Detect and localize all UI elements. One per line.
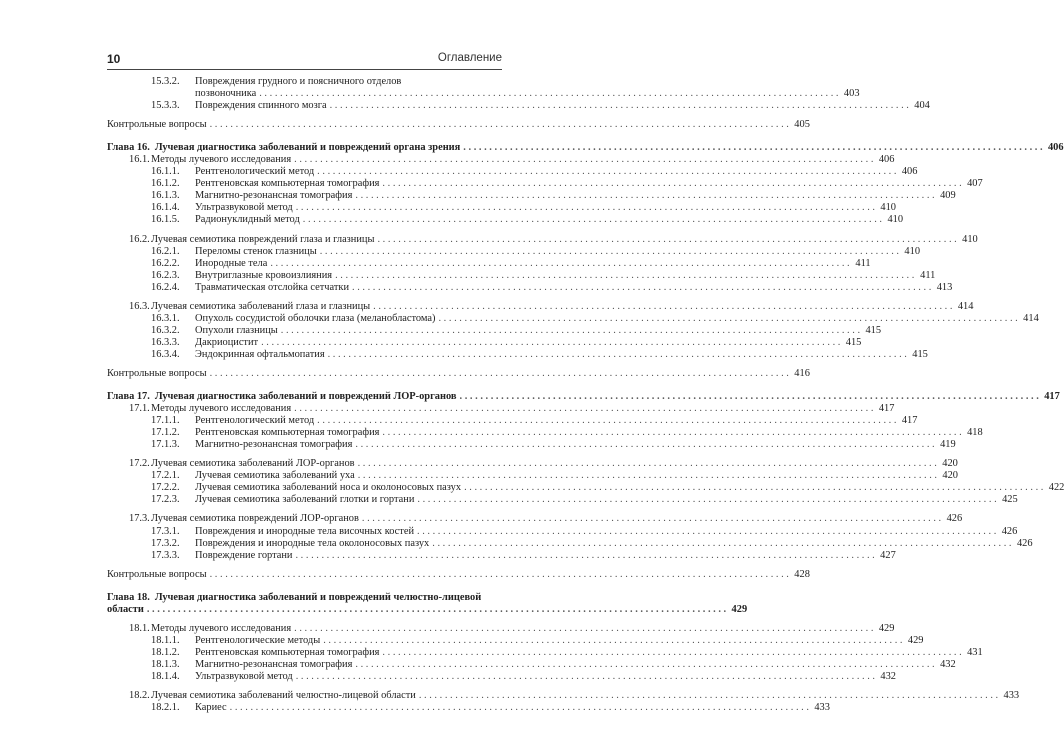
page-number: 10 xyxy=(107,52,121,66)
toc-entry xyxy=(107,300,974,313)
toc-entry xyxy=(107,646,983,659)
dot-leader xyxy=(460,391,1039,403)
dot-leader xyxy=(377,234,956,246)
toc-entry-number: 16.1.3. xyxy=(151,190,180,202)
toc-entry xyxy=(107,458,958,470)
toc-entry-title: Лучевая семиотика повреждений ЛОР-органов xyxy=(151,513,359,525)
toc-entry-page: 417 xyxy=(878,403,895,415)
toc-entry xyxy=(107,549,896,562)
toc-entry-title: Лучевая семиотика заболеваний носа и околоносовых пазух xyxy=(195,482,462,494)
toc-entry-page: 420 xyxy=(942,470,958,482)
dot-leader xyxy=(352,282,931,294)
toc-entry-title: Рентгенологический метод xyxy=(195,166,315,178)
toc-entry-title: Рентгенологические методы xyxy=(195,634,321,646)
toc-entry-page: 433 xyxy=(1003,690,1020,702)
dot-leader xyxy=(335,270,914,282)
toc-entry-title: Инородные тела xyxy=(195,257,268,269)
toc-entry-number: 17.2. xyxy=(129,458,150,470)
dot-leader xyxy=(438,313,1017,325)
toc-entry xyxy=(107,470,958,482)
toc-entry-number: 16.1.2. xyxy=(151,178,180,190)
toc-entry-title: Лучевая семиотика заболеваний глаза и глазницы xyxy=(151,300,371,312)
toc-entry-number: 18.1.2. xyxy=(151,646,180,658)
toc-entry-title: Внутриглазные кровоизлияния xyxy=(195,269,333,281)
toc-entry-title: Кариес xyxy=(195,702,227,714)
toc-entry xyxy=(107,119,810,131)
toc-entry xyxy=(107,178,983,190)
toc-entry-number: 16.1.4. xyxy=(151,202,180,214)
toc-entry-title: Контрольные вопросы xyxy=(107,367,207,379)
toc-entry-number: 18.1.1. xyxy=(151,634,180,646)
toc-entry xyxy=(107,622,895,635)
toc-entry-page: 422 xyxy=(1048,482,1064,494)
toc-entry-page: 426 xyxy=(946,513,963,525)
toc-entry-number: 18.1.3. xyxy=(151,658,180,670)
dot-leader xyxy=(463,142,1042,154)
dot-leader xyxy=(382,427,961,439)
toc-chapter-entry xyxy=(107,391,1060,403)
toc-entry xyxy=(107,690,1020,702)
toc-entry-number: 17.1. xyxy=(129,403,150,415)
dot-leader xyxy=(417,494,996,506)
toc-entry-title: Лучевая семиотика заболеваний ЛОР-органов xyxy=(151,458,355,470)
toc-entry-title: Опухоль сосудистой оболочки глаза (меланобластома) xyxy=(195,312,436,324)
toc-entry xyxy=(107,670,896,683)
dot-leader xyxy=(323,635,902,647)
dot-leader xyxy=(259,88,838,100)
toc-entry-page: 419 xyxy=(940,439,956,451)
dot-leader xyxy=(317,166,896,178)
toc-entry-title: Рентгенологический метод xyxy=(195,415,315,427)
dot-leader xyxy=(147,604,726,616)
toc-entry xyxy=(107,88,860,100)
toc-entry-title: Лучевая семиотика заболеваний челюстно-лицевой области xyxy=(151,690,416,702)
toc-entry-number: 16.3.4. xyxy=(151,348,180,360)
toc-entry-number: 18.2.1. xyxy=(151,702,180,714)
toc-entry-number: Глава 16. xyxy=(107,142,150,154)
dot-leader xyxy=(296,671,875,683)
dot-leader xyxy=(330,100,909,112)
dot-leader xyxy=(355,659,934,671)
toc-entry-number: 15.3.2. xyxy=(151,76,180,87)
toc-entry-title: Лучевая семиотика заболеваний уха xyxy=(195,470,355,482)
dot-leader xyxy=(419,690,998,702)
toc-entry-page: 406 xyxy=(1047,142,1064,154)
dot-leader xyxy=(358,458,937,470)
toc-entry-title: Контрольные вопросы xyxy=(107,119,207,131)
toc-entry-page: 420 xyxy=(942,458,958,470)
dot-leader xyxy=(210,569,789,581)
toc-entry-number: 17.1.3. xyxy=(151,439,180,451)
toc-entry-title: Лучевая диагностика заболеваний и повреждений челюстно-лицевой xyxy=(154,591,482,603)
toc-entry xyxy=(107,702,830,714)
toc-entry xyxy=(107,166,918,178)
toc-entry-title: Лучевая диагностика заболеваний и повреждений ЛОР-органов xyxy=(154,391,457,403)
toc-entry-number: 16.2. xyxy=(129,233,150,245)
toc-entry-number: 17.3.2. xyxy=(151,537,180,549)
toc-entry-number: 16.1.1. xyxy=(151,166,180,178)
toc-chapter-entry xyxy=(107,592,502,604)
dot-leader xyxy=(382,178,961,190)
toc-entry-page: 417 xyxy=(1044,391,1060,403)
toc-entry-title: Методы лучевого исследования xyxy=(151,154,292,166)
toc-entry-page: 418 xyxy=(967,427,983,439)
dot-leader xyxy=(328,349,907,361)
toc-entry xyxy=(107,257,871,270)
toc-entry-number: 17.3. xyxy=(129,513,150,525)
toc-entry-title: Лучевая диагностика заболеваний и повреждений органа зрения xyxy=(154,142,461,154)
toc-entry xyxy=(107,525,1018,538)
toc-entry-number: Глава 18. xyxy=(107,591,150,603)
toc-entry-page: 411 xyxy=(920,269,936,281)
toc-entry-page: 406 xyxy=(901,166,918,178)
toc-entry-title: Дакриоцистит xyxy=(195,336,259,348)
toc-entry-page: 429 xyxy=(907,634,924,646)
toc-entry xyxy=(107,269,936,282)
toc-entry xyxy=(107,336,862,349)
toc-entry xyxy=(107,439,956,451)
toc-entry-page: 415 xyxy=(912,348,928,360)
toc-entry-page: 426 xyxy=(1016,537,1033,549)
toc-entry xyxy=(107,154,895,166)
toc-entry xyxy=(107,100,930,112)
toc-entry-title: Эндокринная офтальмопатия xyxy=(195,348,325,360)
toc-entry xyxy=(107,190,956,202)
dot-leader xyxy=(210,119,789,131)
toc-entry xyxy=(107,312,1039,325)
toc-entry-title: позвоночника xyxy=(195,88,257,100)
toc-entry-number: 17.3.3. xyxy=(151,549,180,561)
toc-entry-number: 17.1.2. xyxy=(151,427,180,439)
toc-entry-page: 410 xyxy=(904,245,921,257)
toc-entry-number: 16.2.2. xyxy=(151,257,180,269)
toc-entry-number: 16.3.3. xyxy=(151,336,180,348)
toc-entry-page: 410 xyxy=(962,233,978,245)
toc-entry xyxy=(107,245,921,258)
toc-entry-title: Повреждения грудного и поясничного отделов xyxy=(195,76,402,87)
toc-entry-number: 17.2.2. xyxy=(151,482,180,494)
dot-leader xyxy=(281,325,860,337)
toc-entry xyxy=(107,482,1064,494)
toc-entry-page: 410 xyxy=(880,202,896,214)
toc-entry-title: Контрольные вопросы xyxy=(107,568,207,580)
toc-chapter-entry xyxy=(107,603,748,616)
toc-entry xyxy=(107,214,904,226)
toc-entry-title: Магнитно-резонансная томография xyxy=(195,658,353,670)
dot-leader xyxy=(355,439,934,451)
toc-entry-number: 16.3. xyxy=(129,300,150,312)
toc-entry-title: Лучевая семиотика повреждений глаза и глазницы xyxy=(151,233,375,245)
dot-leader xyxy=(296,202,875,214)
toc-entry-page: 417 xyxy=(901,415,918,427)
toc-entry-title: Лучевая семиотика заболеваний глотки и гортани xyxy=(195,494,415,506)
toc-entry-page: 428 xyxy=(794,568,810,580)
toc-entry-title: Рентгеновская компьютерная томография xyxy=(195,646,380,658)
toc-entry-title: Магнитно-резонансная томография xyxy=(195,190,353,202)
toc-entry-page: 426 xyxy=(1001,525,1018,537)
toc-entry-page: 429 xyxy=(731,603,748,615)
toc-entry-number: 16.2.3. xyxy=(151,269,180,281)
toc-entry xyxy=(107,324,882,337)
toc-entry-page: 432 xyxy=(940,658,956,670)
toc-entry-title: Методы лучевого исследования xyxy=(151,622,292,634)
toc-entry-page: 432 xyxy=(880,670,896,682)
toc-entry-page: 405 xyxy=(794,119,810,131)
toc-entry-page: 427 xyxy=(880,549,896,561)
toc-entry-number: 16.2.4. xyxy=(151,281,180,293)
dot-leader xyxy=(362,513,941,525)
toc-entry xyxy=(107,427,983,439)
dot-leader xyxy=(210,368,789,380)
toc-entry-number: Глава 17. xyxy=(107,391,150,403)
dot-leader xyxy=(303,214,882,226)
toc-entry-number: 15.3.3. xyxy=(151,100,180,112)
dot-leader xyxy=(382,647,961,659)
dot-leader xyxy=(294,154,873,166)
toc-entry xyxy=(107,568,810,581)
running-title: Оглавление xyxy=(437,52,502,64)
page-header xyxy=(107,52,502,68)
toc-entry-number: 17.3.1. xyxy=(151,525,180,537)
toc-entry-page: 431 xyxy=(967,646,983,658)
dot-leader xyxy=(295,550,874,562)
toc-entry xyxy=(107,634,924,647)
toc-entry-title: Рентгеновская компьютерная томография xyxy=(195,427,380,439)
dot-leader xyxy=(294,623,873,635)
toc-entry-number: 18.1. xyxy=(129,622,150,634)
toc-entry-page: 406 xyxy=(878,154,895,166)
toc-entry-title: Радионуклидный метод xyxy=(195,214,300,226)
table-of-contents xyxy=(107,76,1064,714)
toc-entry-page: 425 xyxy=(1002,494,1018,506)
dot-leader xyxy=(417,526,996,538)
toc-entry-page: 414 xyxy=(957,300,974,312)
toc-entry xyxy=(107,348,928,361)
toc-entry-title: Методы лучевого исследования xyxy=(151,403,292,415)
toc-entry-title: Повреждения и инородные тела околоносовых пазух xyxy=(195,537,430,549)
toc-entry-title: Повреждения и инородные тела височных костей xyxy=(195,525,415,537)
toc-entry xyxy=(107,202,896,214)
toc-entry-number: 17.2.3. xyxy=(151,494,180,506)
toc-entry-title: Ультразвуковой метод xyxy=(195,202,293,214)
toc-entry-title: области xyxy=(107,603,144,615)
toc-entry-number: 16.3.1. xyxy=(151,312,180,324)
toc-entry-number: 17.1.1. xyxy=(151,415,180,427)
toc-entry-title: Ультразвуковой метод xyxy=(195,670,293,682)
toc-entry xyxy=(107,658,956,671)
toc-entry xyxy=(107,513,963,525)
dot-leader xyxy=(320,246,899,258)
dot-leader xyxy=(317,415,896,427)
toc-entry-page: 414 xyxy=(1023,312,1039,324)
toc-entry xyxy=(107,415,918,427)
dot-leader xyxy=(464,482,1043,494)
toc-entry-title: Повреждения спинного мозга xyxy=(195,100,327,112)
toc-entry-page: 407 xyxy=(967,178,983,190)
toc-entry xyxy=(107,403,895,415)
header-rule xyxy=(107,69,502,70)
toc-entry-title: Магнитно-резонансная томография xyxy=(195,439,353,451)
toc-entry-page: 429 xyxy=(878,622,895,634)
toc-entry-page: 404 xyxy=(914,100,930,112)
toc-entry-page: 413 xyxy=(936,281,953,293)
toc-entry-title: Переломы стенок глазницы xyxy=(195,245,317,257)
toc-entry-page: 410 xyxy=(887,214,904,226)
toc-entry-number: 18.2. xyxy=(129,690,150,702)
dot-leader xyxy=(373,301,952,313)
toc-entry xyxy=(107,494,1018,506)
toc-entry-title: Повреждение гортани xyxy=(195,549,293,561)
toc-entry-title: Рентгеновская компьютерная томография xyxy=(195,178,380,190)
toc-entry xyxy=(107,76,502,88)
toc-entry-number: 16.1. xyxy=(129,154,150,166)
toc-entry-title: Травматическая отслойка сетчатки xyxy=(195,281,350,293)
toc-entry xyxy=(107,367,810,380)
dot-leader xyxy=(230,702,809,714)
toc-entry-page: 403 xyxy=(843,88,860,100)
dot-leader xyxy=(432,538,1011,550)
toc-entry-number: 16.1.5. xyxy=(151,214,180,226)
dot-leader xyxy=(355,190,934,202)
toc-entry-title: Опухоли глазницы xyxy=(195,324,278,336)
dot-leader xyxy=(261,337,840,349)
toc-entry-number: 16.3.2. xyxy=(151,324,180,336)
toc-entry-number: 18.1.4. xyxy=(151,670,180,682)
toc-entry-page: 415 xyxy=(865,324,882,336)
toc-entry-page: 416 xyxy=(794,367,810,379)
toc-entry xyxy=(107,281,953,294)
dot-leader xyxy=(294,403,873,415)
toc-entry-page: 409 xyxy=(940,190,956,202)
toc-entry xyxy=(107,537,1033,550)
toc-entry-number: 16.2.1. xyxy=(151,245,180,257)
toc-entry-number: 17.2.1. xyxy=(151,470,180,482)
toc-entry xyxy=(107,233,978,246)
toc-entry-page: 433 xyxy=(814,702,830,714)
toc-entry-page: 411 xyxy=(855,257,871,269)
dot-leader xyxy=(358,470,937,482)
dot-leader xyxy=(270,258,849,270)
toc-chapter-entry xyxy=(107,142,1064,154)
toc-entry-page: 415 xyxy=(845,336,862,348)
